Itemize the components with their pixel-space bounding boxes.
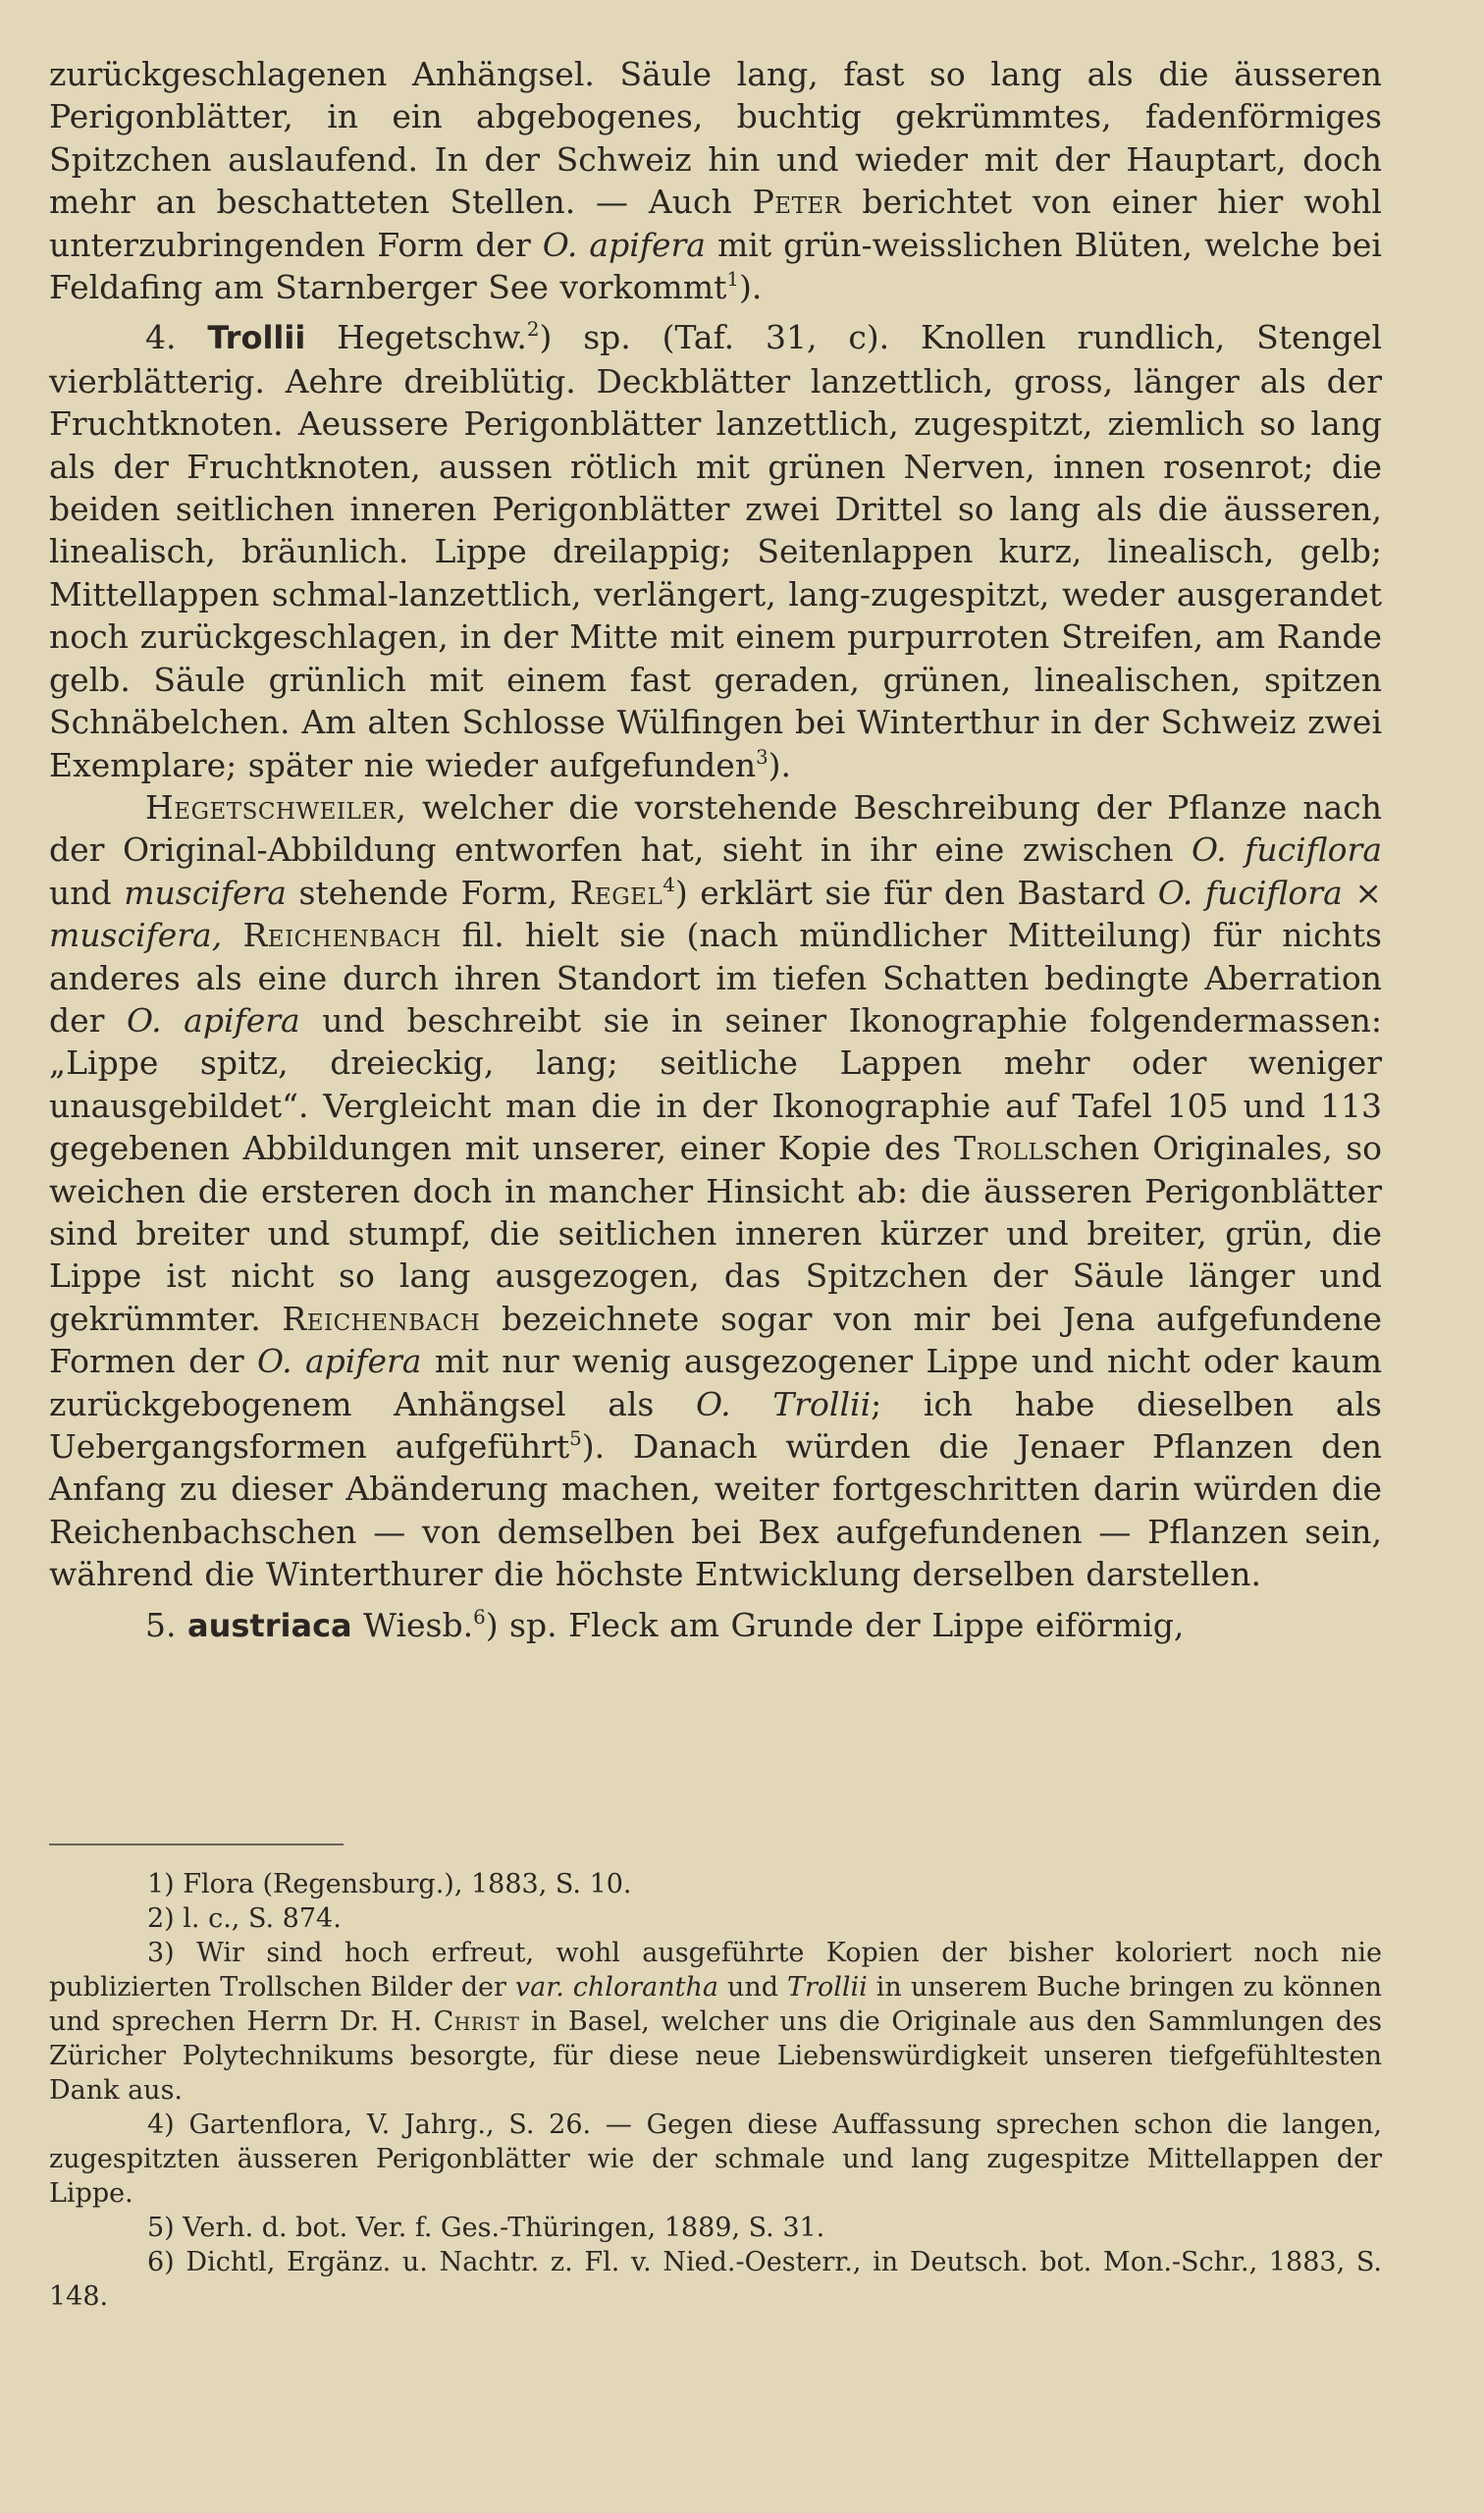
species-name: O. fuciflora [1157,873,1343,912]
footnote-1: 1) Flora (Regensburg.), 1883, S. 10. [147,1869,632,1899]
species-name: Trollii [787,1972,868,2003]
footnote-ref: 2 [526,318,540,342]
author-name: Regel [569,873,663,912]
species-name: O. apifera [256,1342,422,1381]
species-name: O. apifera [542,225,706,264]
footnote-divider [49,1844,344,1845]
author-name: Troll [954,1129,1044,1168]
footnote-ref: 4 [662,873,675,896]
footnote-3: 3) Wir sind hoch erfreut, wohl ausgeführte Kopien der bisher koloriert noch nie publizierten Trollschen Bilder der var. chlorantha und Trollii in unserem Buche bringen zu können und sprechen Herrn Dr. H. Christ in Basel, welcher uns die Originale aus den Sammlungen des Züricher Polytechnikums besorgte, für diese neue Liebenswürdigkeit unseren tiefgefühltesten Dank aus. [49,1938,1382,2106]
paragraph-discussion: Hegetschweiler, welcher die vorstehende Beschreibung der Pflanze nach der Original-Abbildung entworfen hat, sieht in ihr eine zwischen O. fuciflora und muscifera stehende Form, Regel$^4$) erklärt sie für den Bastard O. fuciflora × muscifera, Reichenbach fil. hielt sie (nach mündlicher Mitteilung) für nichts anderes als eine durch ihren Standort im tiefen Schatten bedingte Aberration der O. apifera und beschreibt sie in seiner Ikonographie folgendermassen: „Lippe spitz, dreieckig, lang; seitliche Lappen mehr oder weniger unausgebildet“. Vergleicht man die in der Ikonographie auf Tafel 105 und 113 gegebenen Abbildungen mit unserer, einer Kopie des Trollschen Originales, so weichen die ersteren doch in mancher Hinsicht ab: die äusseren Perigonblätter sind breiter und stumpf, die seitlichen inneren kürzer und breiter, grün, die Lippe ist nicht so lang ausgezogen, das Spitzchen der Säule länger und gekrümmter. Reichenbach bezeichnete sogar von mir bei Jena aufgefundene Formen der O. apifera mit nur wenig ausgezogener Lippe und nicht oder kaum zurückgebogenem Anhängsel als O. Trollii; ich habe dieselben als Uebergangsformen aufgeführt$^5$). Danach würden die Jenaer Pflanzen den Anfang zu dieser Abänderung machen, weiter fortgeschritten darin würden die Reichenbachschen — von demselben bei Bex aufgefundenen — Pflanzen sein, während die Winterthurer die höchste Entwicklung derselben darstellen. [49,787,1383,1594]
author-name: Reichenbach [282,1299,481,1338]
author-name: Hegetschweiler [145,787,397,827]
species-name: O. Trollii [696,1384,872,1423]
footnote-ref: 3 [756,745,768,769]
species-name: var. chlorantha [514,1972,718,2003]
footnote-4: 4) Gartenflora, V. Jahrg., S. 26. — Gegen diese Auffassung sprechen schon die langen, zugespitzten äusseren Perigonblätter wie der schmale und lang zugespitze Mittellappen der Lippe. [49,2110,1382,2209]
author-name: Peter [752,183,842,222]
footnotes [49,1867,1382,2314]
species-heading: Trollii [207,319,306,357]
species-entry-austriaca: 5. austriaca Wiesb.$^6$) sp. Fleck am Grunde der Lippe eiförmig, [145,1605,1185,1644]
main-text [49,53,1382,1647]
footnote-ref: 1 [726,268,739,292]
paragraph-continuation: zurückgeschlagenen Anhängsel. Säule lang, fast so lang als die äusseren Perigonblätter, in ein abgebogenes, buchtig gekrümmtes, fadenförmiges Spitzchen auslaufend. In der Schweiz hin und wieder mit der Hauptart, doch mehr an beschatteten Stellen. — Auch Peter berichtet von einer hier wohl unterzubringenden Form der O. apifera mit grün-weisslichen Blüten, welche bei Feldafing am Starnberger See vorkommt$^1$). [49,55,1382,307]
species-name: muscifera, [49,916,223,955]
footnote-5: 5) Verh. d. bot. Ver. f. Ges.-Thüringen, 1889, S. 31. [147,2213,825,2243]
footnote-ref: 5 [569,1427,582,1451]
species-name: muscifera [124,873,287,912]
author-name: Reichenbach [242,916,442,955]
entry-number: 4. [145,318,177,357]
footnote-ref: 6 [473,1605,486,1629]
author-name: Christ [433,2006,520,2037]
species-heading: austriaca [187,1606,352,1644]
footnote-6: 6) Dichtl, Ergänz. u. Nachtr. z. Fl. v. Nied.-Oesterr., in Deutsch. bot. Mon.-Schr., 1883, S. 148. [49,2247,1382,2312]
species-entry-trollii: 4. Trollii Hegetschw.$^2$) sp. (Taf. 31, c). Knollen rundlich, Stengel vierblätterig. Aehre dreiblütig. Deckblätter lanzettlich, gross, länger als der Fruchtknoten. Aeussere Perigonblätter lanzettlich, zugespitzt, ziemlich so lang als der Fruchtknoten, aussen rötlich mit grünen Nerven, innen rosenrot; die beiden seitlichen inneren Perigonblätter zwei Drittel so lang als die äusseren, linealisch, bräunlich. Lippe dreilappig; Seitenlappen kurz, linealisch, gelb; Mittellappen schmal-lanzettlich, verlängert, lang-zugespitzt, weder ausgerandet noch zurückgeschlagen, in der Mitte mit einem purpurroten Streifen, am Rande gelb. Säule grünlich mit einem fast geraden, grünen, linealischen, spitzen Schnäbelchen. Am alten Schlosse Wülfingen bei Winterthur in der Schweiz zwei Exemplare; später nie wieder aufgefunden$^3$). [49,318,1382,784]
species-name: O. apifera [127,1000,300,1040]
entry-number: 5. [145,1605,177,1644]
footnote-2: 2) l. c., S. 874. [147,1903,342,1934]
species-name: O. fuciflora [1192,830,1383,870]
